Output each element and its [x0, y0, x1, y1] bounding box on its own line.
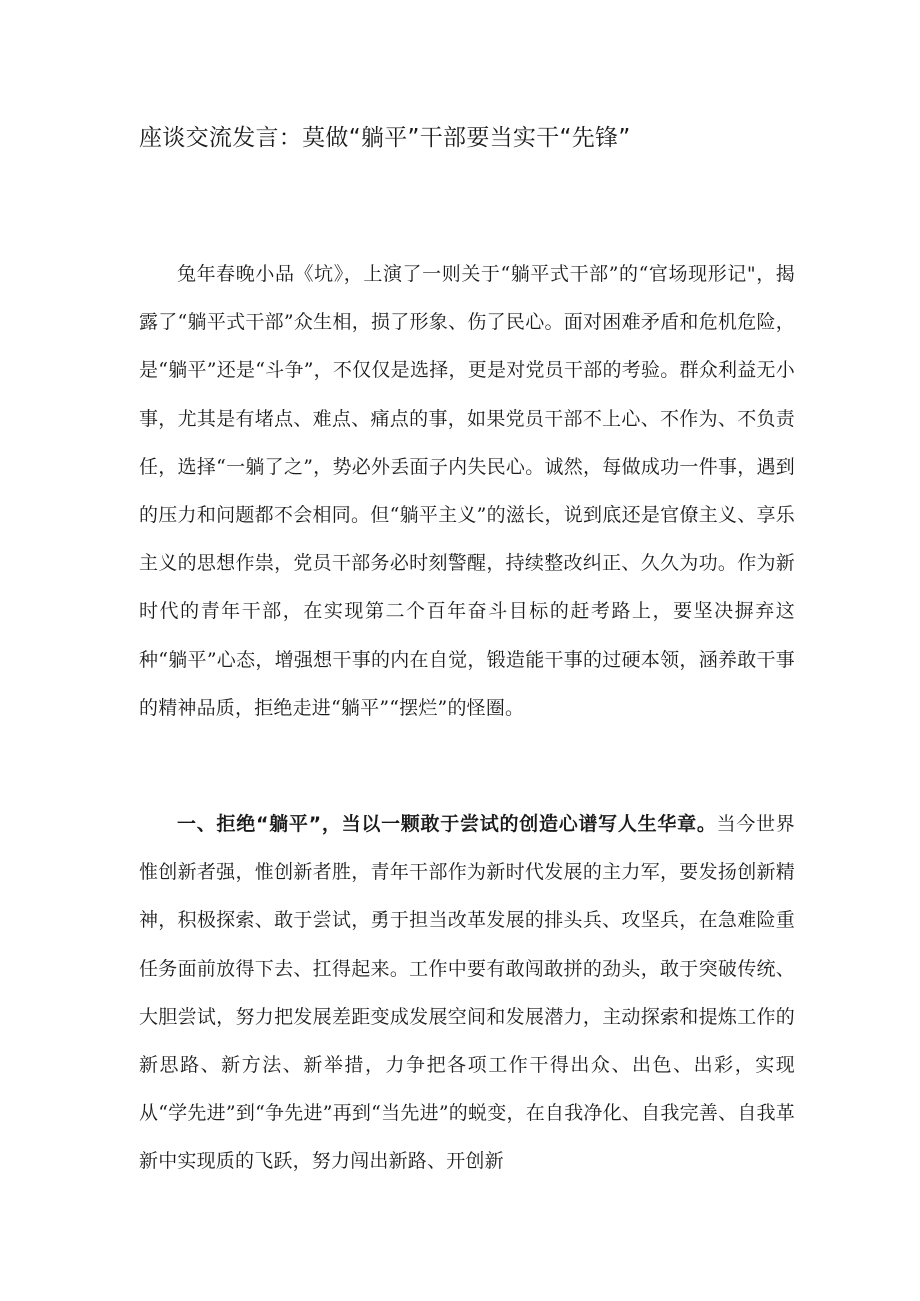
document-title: 座谈交流发言：莫做“躺平”干部要当实干“先锋”	[139, 125, 631, 151]
section-heading: 一、拒绝“躺平”，当以一颗敢于尝试的创造心谱写人生华章。	[177, 813, 717, 835]
paragraph-intro	[139, 250, 795, 732]
paragraph-section-one	[139, 800, 795, 1186]
paragraph-text: 兔年春晚小品《坑》，上演了一则关于“躺平式干部”的“官场现形记"，揭露了“躺平式干部”众生相，损了形象、伤了民心。面对困难矛盾和危机危险，是“躺平”还是“斗争”，不仅仅是选择，更是对党员干部的考验。群众利益无小事，尤其是有堵点、难点、痛点的事，如果党员干部不上心、不作为、不负责任，选择“一躺了之”，势必外丢面子内失民心。诚然，每做成功一件事，遇到的压力和问题都不会相同。但“躺平主义”的滋长，说到底还是官僚主义、享乐主义的思想作祟，党员干部务必时刻警醒，持续整改纠正、久久为功。作为新时代的青年干部，在实现第二个百年奋斗目标的赶考路上，要坚决摒弃这种“躺平”心态，增强想干事的内在自觉，锻造能干事的过硬本领，涵养敢干事的精神品质，拒绝走进“躺平”“摆烂”的怪圈。	[139, 263, 795, 719]
paragraph-text: 当今世界惟创新者强，惟创新者胜，青年干部作为新时代发展的主力军，要发扬创新精神，积极探索、敢于尝试，勇于担当改革发展的排头兵、攻坚兵，在急难险重任务面前放得下去、扛得起来。工作中要有敢闯敢拼的劲头，敢于突破传统、大胆尝试，努力把发展差距变成发展空间和发展潜力，主动探索和提炼工作的新思路、新方法、新举措，力争把各项工作干得出众、出色、出彩，实现从“学先进”到“争先进”再到“当先进”的蜕变，在自我净化、自我完善、自我革新中实现质的飞跃，努力闯出新路、开创新	[139, 813, 795, 1173]
